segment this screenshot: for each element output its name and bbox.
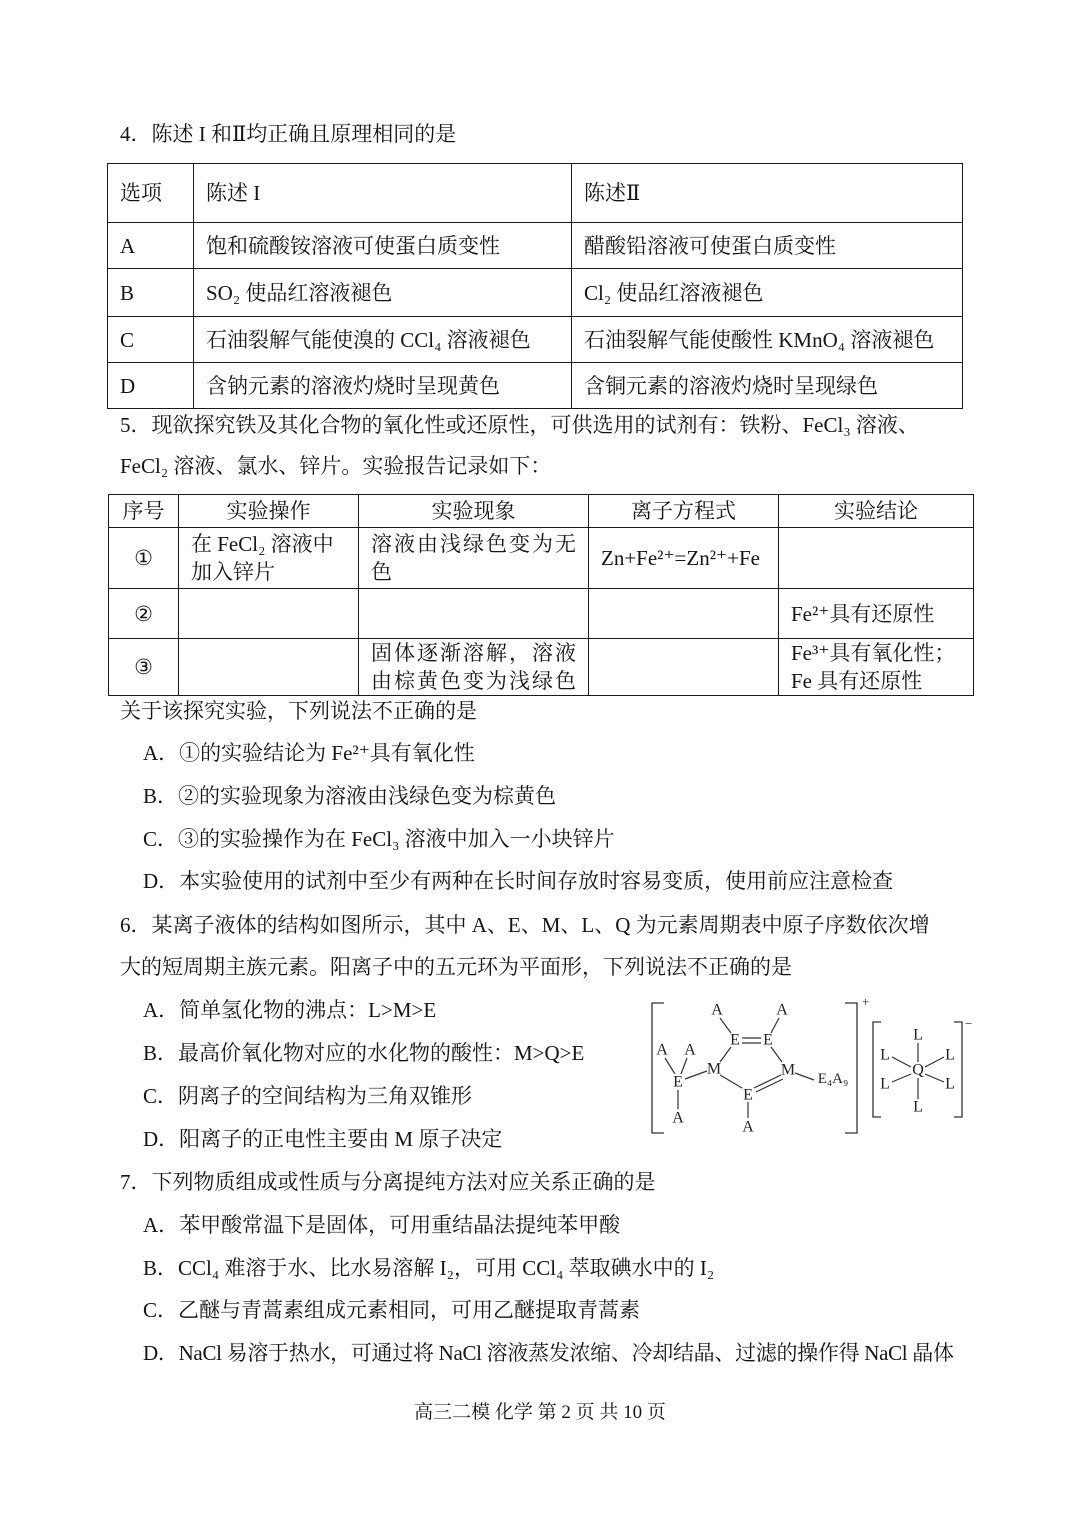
conclusion-cell <box>779 639 974 696</box>
operation-cell <box>179 528 359 589</box>
ionic-liquid-structure-diagram <box>640 990 980 1140</box>
bond <box>685 1071 707 1079</box>
header-option: 选项 <box>108 164 194 223</box>
statement-1-cell: 石油裂解气能使溴的 CCl₄ 溶液褪色 <box>194 317 572 363</box>
conclusion-cell <box>779 528 974 589</box>
atom-label: A <box>776 1001 788 1019</box>
page-footer: 高三二模 化学 第 2 页 共 10 页 <box>414 1402 666 1423</box>
bond <box>892 1057 911 1067</box>
cell-line: 色 <box>371 560 394 584</box>
cell-line: Fe²⁺具有还原性 <box>791 601 935 626</box>
table-row <box>109 589 974 639</box>
substituent-label: E₄A₉ <box>817 1071 849 1087</box>
atom-label: L <box>945 1075 955 1093</box>
cell-line: Fe 具有还原性 <box>791 669 923 693</box>
row-number: ② <box>109 589 179 639</box>
bond <box>771 1047 782 1062</box>
table-header-row <box>108 164 963 223</box>
atom-label: M <box>706 1060 722 1078</box>
operation-cell <box>179 639 359 696</box>
bond <box>795 1073 814 1080</box>
anion-left-bracket <box>873 1022 881 1117</box>
question-5-option-b: B．②的实验现象为溶液由浅绿色变为棕黄色 <box>143 784 557 808</box>
option-letter: D <box>108 363 194 409</box>
question-6-option-b: B．最高价氧化物对应的水化物的酸性：M>Q>E <box>143 1041 585 1065</box>
question-7-option-b: B．CCl₄ 难溶于水、比水易溶解 I₂，可用 CCl₄ 萃取碘水中的 I₂ <box>143 1256 715 1280</box>
phenomenon-cell <box>359 528 589 589</box>
header-statement-1: 陈述 I <box>194 164 572 223</box>
question-6-stem-line: 大的短周期主族元素。阳离子中的五元环为平面形，下列说法不正确的是 <box>120 955 792 979</box>
question-5-prompt: 关于该探究实验，下列说法不正确的是 <box>120 699 477 723</box>
equation-cell <box>589 589 779 639</box>
atom-label: L <box>913 1098 923 1116</box>
atom-label: E <box>673 1073 683 1091</box>
anion-right-bracket <box>954 1022 962 1117</box>
question-6-option-c: C．阴离子的空间结构为三角双锥形 <box>143 1084 473 1108</box>
header-statement-2: 陈述Ⅱ <box>572 164 963 223</box>
question-4-table <box>107 163 963 409</box>
equation-cell: Zn+Fe²⁺=Zn²⁺+Fe <box>589 528 779 589</box>
question-6-option-a: A．简单氢化物的沸点：L>M>E <box>143 998 437 1022</box>
table-row <box>108 269 963 317</box>
cell-line: 加入锌片 <box>191 560 275 584</box>
equation-cell <box>589 639 779 696</box>
atom-label: L <box>945 1046 955 1064</box>
question-7-option-a: A．苯甲酸常温下是固体，可用重结晶法提纯苯甲酸 <box>143 1213 621 1237</box>
atom-label: A <box>672 1109 684 1127</box>
header-equation: 离子方程式 <box>589 495 779 528</box>
statement-1-cell: SO₂ 使品红溶液褪色 <box>194 269 572 317</box>
cell-line: 在 FeCl₂ 溶液中 <box>191 532 334 556</box>
header-number: 序号 <box>109 495 179 528</box>
statement-2-cell: Cl₂ 使品红溶液褪色 <box>572 269 963 317</box>
atom-label: E <box>763 1031 773 1049</box>
bond <box>892 1074 911 1082</box>
atom-label: M <box>780 1061 796 1079</box>
bond <box>925 1057 944 1067</box>
atom-label: A <box>684 1041 696 1059</box>
header-operation: 实验操作 <box>179 495 359 528</box>
cation-right-bracket <box>845 1003 857 1133</box>
statement-1-cell: 含钠元素的溶液灼烧时呈现黄色 <box>194 363 572 409</box>
atom-label: L <box>913 1026 923 1044</box>
statement-1-cell: 饱和硫酸铵溶液可使蛋白质变性 <box>194 223 572 269</box>
cation-left-bracket <box>652 1003 664 1133</box>
statement-2-cell: 醋酸铅溶液可使蛋白质变性 <box>572 223 963 269</box>
phenomenon-cell <box>359 639 589 696</box>
option-letter: A <box>108 223 194 269</box>
question-7-option-d: D．NaCl 易溶于热水，可通过将 NaCl 溶液蒸发浓缩、冷却结晶、过滤的操作得 NaCl 晶体 <box>143 1341 954 1365</box>
question-6-stem-line: 6．某离子液体的结构如图所示，其中 A、E、M、L、Q 为元素周期表中原子序数依次增 <box>120 913 930 937</box>
question-5-option-a: A．①的实验结论为 Fe²⁺具有氧化性 <box>143 741 475 765</box>
question-5-option-c: C．③的实验操作为在 FeCl₃ 溶液中加入一小块锌片 <box>143 827 615 851</box>
table-row <box>109 639 974 696</box>
header-phenomenon: 实验现象 <box>359 495 589 528</box>
atom-label: A <box>711 1001 723 1019</box>
atom-label: L <box>880 1075 890 1093</box>
conclusion-cell <box>779 589 974 639</box>
bond <box>720 1047 731 1062</box>
row-number: ① <box>109 528 179 589</box>
cell-line: Fe³⁺具有氧化性； <box>791 641 956 665</box>
cell-line: 由棕黄色变为浅绿色 <box>371 669 578 693</box>
question-4-stem: 4．陈述 I 和Ⅱ均正确且原理相同的是 <box>120 122 457 146</box>
phenomenon-cell <box>359 589 589 639</box>
table-row <box>108 363 963 409</box>
question-5-stem-line: 5．现欲探究铁及其化合物的氧化性或还原性，可供选用的试剂有：铁粉、FeCl₃ 溶液、 <box>120 413 919 437</box>
bond <box>665 1058 675 1074</box>
question-7-stem: 7．下列物质组成或性质与分离提纯方法对应关系正确的是 <box>120 1170 656 1194</box>
option-letter: B <box>108 269 194 317</box>
bond <box>925 1074 944 1082</box>
table-row <box>108 317 963 363</box>
atom-label: A <box>742 1118 754 1136</box>
row-number: ③ <box>109 639 179 696</box>
option-letter: C <box>108 317 194 363</box>
atom-label: E <box>743 1086 753 1104</box>
question-5-stem-line: FeCl₂ 溶液、氯水、锌片。实验报告记录如下： <box>120 454 552 478</box>
atom-label: L <box>880 1046 890 1064</box>
cell-line: 溶液由浅绿色变为无 <box>371 532 578 556</box>
table-header-row <box>109 495 974 528</box>
operation-cell <box>179 589 359 639</box>
table-row <box>108 223 963 269</box>
header-conclusion: 实验结论 <box>779 495 974 528</box>
bond <box>681 1058 687 1074</box>
question-6-option-d: D．阳离子的正电性主要由 M 原子决定 <box>143 1127 503 1151</box>
experiment-report-table <box>108 494 974 696</box>
question-5-option-d: D．本实验使用的试剂中至少有两种在长时间存放时容易变质，使用前应注意检查 <box>143 869 894 893</box>
question-7-option-c: C．乙醚与青蒿素组成元素相同，可用乙醚提取青蒿素 <box>143 1298 641 1322</box>
table-row <box>109 528 974 589</box>
statement-2-cell: 石油裂解气能使酸性 KMnO₄ 溶液褪色 <box>572 317 963 363</box>
cell-line: 固体逐渐溶解，溶液 <box>371 641 578 665</box>
anion-charge: − <box>965 1016 973 1031</box>
atom-label: Q <box>912 1061 924 1079</box>
atom-label: A <box>656 1041 668 1059</box>
statement-2-cell: 含铜元素的溶液灼烧时呈现绿色 <box>572 363 963 409</box>
atom-label: E <box>730 1031 740 1049</box>
bond <box>720 1075 742 1088</box>
cation-charge: + <box>862 994 870 1009</box>
